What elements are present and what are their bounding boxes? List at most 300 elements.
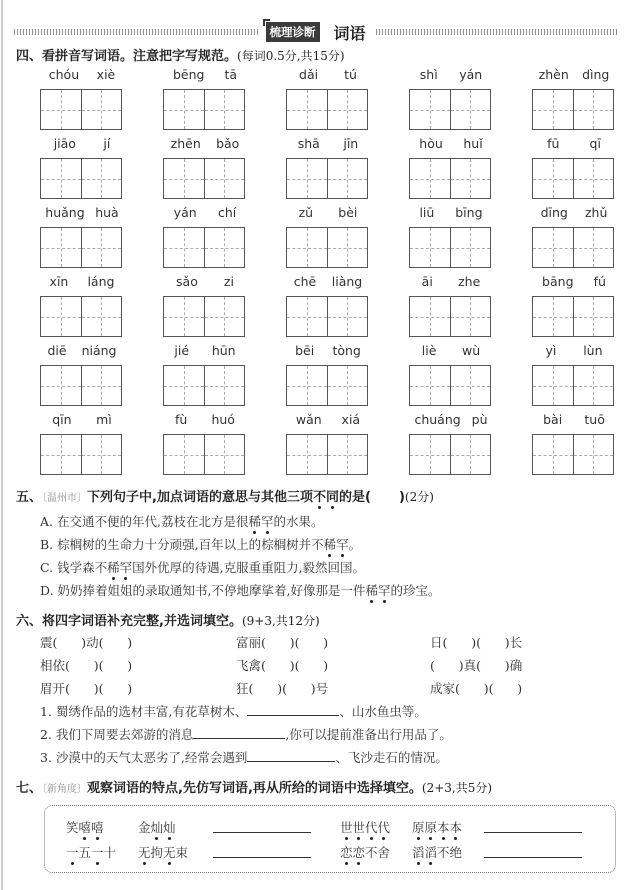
idiom-fill-blank[interactable]: 成家( )( ) (430, 681, 523, 696)
character-cell[interactable] (81, 90, 122, 129)
pinyin-syllable: zi (223, 274, 234, 289)
pinyin-label (409, 342, 493, 360)
writing-grid-box[interactable] (40, 296, 122, 337)
word-item (40, 273, 124, 337)
writing-grid-box[interactable] (409, 89, 491, 130)
idiom-fill-blank[interactable]: 飞禽( )( ) (236, 658, 329, 673)
imitation-answer-line[interactable] (484, 832, 582, 833)
writing-grid-box[interactable] (409, 227, 491, 268)
word-char: 绝 (449, 845, 463, 860)
word-item (163, 342, 247, 406)
pinyin-syllable: yì (545, 343, 557, 358)
character-cell[interactable] (164, 90, 204, 129)
character-cell[interactable] (573, 435, 614, 474)
pinyin-label (40, 135, 124, 153)
pinyin-syllable: chē (293, 274, 317, 289)
emphasized-char: 罕 (119, 560, 133, 575)
character-cell[interactable] (450, 228, 491, 267)
pinyin-label (163, 204, 247, 222)
pinyin-syllable: āi (421, 274, 433, 289)
pinyin-syllable: hòu (419, 136, 443, 151)
pinyin-syllable: xiá (341, 412, 361, 427)
word-char: 不 (365, 845, 378, 860)
section-4-heading: 四、看拼音写词语。注意把字写规范。 (16, 49, 238, 64)
character-cell[interactable] (287, 228, 327, 267)
pinyin-label (286, 135, 370, 153)
word-char: 金 (138, 820, 151, 835)
choice-option (40, 535, 361, 553)
character-cell[interactable] (533, 159, 573, 198)
pinyin-syllable: xiè (96, 67, 116, 82)
word-item (532, 66, 616, 130)
writing-grid-box[interactable] (40, 227, 122, 268)
character-cell[interactable] (573, 90, 614, 129)
emphasized-char: 罕 (260, 514, 274, 529)
pinyin-label (40, 204, 124, 222)
pinyin-syllable: yán (459, 67, 483, 82)
emphasized-char: 稀 (107, 560, 120, 575)
character-cell[interactable] (204, 435, 245, 474)
pinyin-syllable: tú (344, 67, 357, 82)
sentence-text: 、山水鱼虫等。 (339, 704, 427, 719)
pinyin-label (532, 204, 616, 222)
pinyin-syllable: pù (471, 412, 488, 427)
character-cell[interactable] (327, 159, 368, 198)
emphasized-char: 不 (313, 486, 326, 505)
pinyin-label (286, 411, 370, 429)
writing-grid-box[interactable] (286, 296, 368, 337)
option-text: B. 棕榈树的生命力十分顽强,百年以上的棕榈树并不 (40, 537, 324, 552)
pinyin-syllable: tuō (584, 412, 605, 427)
character-cell[interactable] (450, 435, 491, 474)
pinyin-syllable: sǎo (176, 274, 198, 289)
writing-grid-box[interactable] (286, 158, 368, 199)
character-cell[interactable] (533, 435, 573, 474)
pinyin-label (286, 204, 370, 222)
character-cell[interactable] (533, 297, 573, 336)
word-char: 五 (78, 845, 92, 860)
pinyin-syllable: bǎo (216, 136, 240, 151)
pinyin-syllable: bēi (295, 343, 315, 358)
word-item (409, 411, 493, 475)
pinyin-syllable: xīn (49, 274, 69, 289)
word-char: 代 (365, 820, 378, 835)
word-item (409, 273, 493, 337)
writing-grid-box[interactable] (532, 89, 614, 130)
page-left-border (1, 0, 3, 890)
pinyin-label (163, 135, 247, 153)
pinyin-syllable: yán (173, 205, 197, 220)
pinyin-label (163, 273, 247, 291)
option-text: D. 奶奶捧着姐姐的录取通知书,不停地摩挲着,好像那是一件 (40, 583, 366, 598)
pinyin-syllable: wǎn (295, 412, 322, 427)
character-cell[interactable] (41, 90, 81, 129)
character-cell[interactable] (81, 366, 122, 405)
word-char: 世 (340, 820, 353, 835)
pinyin-syllable: jié (174, 343, 190, 358)
word-char: 代 (377, 820, 391, 835)
word-char: 不 (437, 845, 450, 860)
choice-option (40, 512, 324, 530)
writing-grid-box[interactable] (409, 296, 491, 337)
character-cell[interactable] (204, 90, 245, 129)
imitation-answer-line[interactable] (213, 857, 311, 858)
option-text: 的珍宝。 (390, 583, 441, 598)
word-item (409, 135, 493, 199)
pinyin-label (532, 273, 616, 291)
character-cell[interactable] (81, 228, 122, 267)
pinyin-syllable: liàng (331, 274, 363, 289)
answer-blank[interactable] (193, 727, 285, 739)
pinyin-syllable: chóu (48, 67, 80, 82)
character-cell[interactable] (327, 297, 368, 336)
word-char: 灿 (150, 820, 164, 835)
word-item (532, 273, 616, 337)
pinyin-syllable: dǎi (299, 67, 319, 82)
fill-in-sentence (40, 725, 452, 743)
character-cell[interactable] (327, 366, 368, 405)
word-bank-item (412, 843, 462, 861)
word-char: 本 (449, 820, 463, 835)
word-char: 无 (138, 845, 151, 860)
word-item (40, 204, 124, 268)
section-badge: 梳理诊断 (266, 22, 320, 42)
character-cell[interactable] (287, 90, 327, 129)
option-text: 国外优厚的待遇,克服重重阻力,毅然回国。 (132, 560, 366, 575)
character-cell[interactable] (287, 159, 327, 198)
pinyin-syllable: zǔ (298, 205, 314, 220)
idiom-fill-blank[interactable]: 震( )动( ) (40, 635, 133, 650)
pinyin-syllable: bāng (542, 274, 574, 289)
pinyin-syllable: shì (419, 67, 438, 82)
pinyin-syllable: jí (103, 136, 111, 151)
word-char: 灿 (163, 820, 176, 835)
sentence-text: ,你可以提前准备出行用品了。 (285, 727, 452, 742)
writing-grid-box[interactable] (163, 434, 245, 475)
word-item (532, 411, 616, 475)
character-cell[interactable] (410, 228, 450, 267)
character-cell[interactable] (287, 435, 327, 474)
writing-grid-box[interactable] (163, 296, 245, 337)
pinyin-syllable: fú (593, 274, 606, 289)
word-char: 拘 (150, 845, 164, 860)
character-cell[interactable] (573, 366, 614, 405)
character-cell[interactable] (81, 435, 122, 474)
answer-blank[interactable] (247, 750, 335, 762)
section-7-score-note: (2+3,共5分) (421, 781, 493, 795)
writing-grid-box[interactable] (409, 365, 491, 406)
word-bank-item (138, 843, 188, 861)
word-bank-box (44, 805, 616, 873)
character-cell[interactable] (573, 228, 614, 267)
word-item (409, 66, 493, 130)
word-char: 原 (424, 820, 438, 835)
character-cell[interactable] (287, 297, 327, 336)
character-cell[interactable] (41, 435, 81, 474)
decorative-hatch-right (376, 29, 620, 35)
character-cell[interactable] (450, 159, 491, 198)
writing-grid-box[interactable] (532, 365, 614, 406)
pinyin-label (532, 342, 616, 360)
section-6-score-note: (9+3,共12分) (241, 614, 320, 628)
writing-grid-box[interactable] (40, 158, 122, 199)
character-cell[interactable] (533, 366, 573, 405)
pinyin-label (40, 66, 124, 84)
character-cell[interactable] (410, 366, 450, 405)
character-cell[interactable] (41, 228, 81, 267)
section-6-heading: 六、将四字词语补充完整,并选词填空。 (16, 614, 242, 629)
writing-grid-box[interactable] (163, 89, 245, 130)
word-item (532, 135, 616, 199)
pinyin-syllable: bài (543, 412, 563, 427)
decorative-hatch-left (14, 29, 258, 35)
character-cell[interactable] (410, 297, 450, 336)
pinyin-label (40, 273, 124, 291)
word-item (40, 66, 124, 130)
pinyin-label (532, 66, 616, 84)
character-cell[interactable] (81, 159, 122, 198)
word-char: 一 (66, 845, 79, 860)
pinyin-syllable: tòng (332, 343, 361, 358)
pinyin-syllable: huà (95, 205, 119, 220)
sentence-text: 、飞沙走石的情况。 (335, 750, 448, 765)
character-cell[interactable] (164, 435, 204, 474)
character-cell[interactable] (41, 297, 81, 336)
section-7-tag: 〔新角度〕 (42, 784, 88, 795)
sentence-text: 3. 沙漠中的天气太恶劣了,经常会遇到 (40, 750, 248, 765)
word-char: 恋 (352, 845, 366, 860)
pinyin-syllable: dìng (582, 67, 610, 82)
pinyin-syllable: liū (419, 205, 435, 220)
word-char: 十 (103, 845, 117, 860)
pinyin-syllable: fù (175, 412, 188, 427)
pinyin-label (40, 411, 124, 429)
idiom-fill-blank[interactable]: 眉开( )( ) (40, 681, 133, 696)
section-7-heading: 观察词语的特点,先仿写词语,再从所给的词语中选择填空。 (87, 781, 422, 796)
character-cell[interactable] (164, 366, 204, 405)
idiom-fill-blank[interactable]: 相依( )( ) (40, 658, 133, 673)
writing-grid-box[interactable] (40, 365, 122, 406)
pinyin-label (40, 342, 124, 360)
imitation-answer-line[interactable] (213, 832, 311, 833)
character-cell[interactable] (164, 159, 204, 198)
character-cell[interactable] (327, 228, 368, 267)
word-item (40, 135, 124, 199)
pinyin-syllable: lùn (583, 343, 603, 358)
pinyin-syllable: zhèn (538, 67, 569, 82)
pinyin-syllable: fū (547, 136, 560, 151)
word-bank-item (340, 843, 390, 861)
word-char: 嘻 (91, 820, 104, 835)
pinyin-label (409, 411, 493, 429)
option-text: 。 (348, 537, 362, 552)
word-item (286, 342, 370, 406)
imitation-answer-line[interactable] (484, 857, 582, 858)
pinyin-syllable: zhe (458, 274, 481, 289)
pinyin-syllable: huó (211, 412, 235, 427)
emphasis-text (313, 490, 339, 505)
character-cell[interactable] (450, 366, 491, 405)
writing-grid-box[interactable] (532, 296, 614, 337)
idiom-fill-blank[interactable]: ( )真( )确 (430, 658, 523, 673)
pinyin-syllable: chuáng (414, 412, 461, 427)
pinyin-label (532, 135, 616, 153)
writing-grid-box[interactable] (286, 365, 368, 406)
word-bank-item (340, 818, 390, 836)
pinyin-syllable: shā (297, 136, 320, 151)
fill-in-sentence (40, 748, 448, 766)
character-cell[interactable] (164, 228, 204, 267)
section-7-prefix: 七、 (16, 781, 43, 796)
pinyin-syllable: bèi (338, 205, 358, 220)
writing-grid-box[interactable] (532, 434, 614, 475)
character-cell[interactable] (41, 366, 81, 405)
pinyin-syllable: niáng (81, 343, 117, 358)
character-cell[interactable] (573, 159, 614, 198)
idiom-fill-blank[interactable]: 富丽( )( ) (236, 635, 329, 650)
sentence-text: 2. 我们下周要去郊游的消息 (40, 727, 194, 742)
character-cell[interactable] (287, 366, 327, 405)
pinyin-syllable: diē (47, 343, 67, 358)
character-cell[interactable] (410, 435, 450, 474)
pinyin-syllable: bēng (172, 67, 205, 82)
emphasized-char: 罕 (378, 583, 391, 598)
word-bank-item (138, 818, 176, 836)
word-bank-item (412, 818, 462, 836)
pinyin-syllable: dīng (540, 205, 568, 220)
choice-option (40, 558, 365, 576)
word-char: 恋 (340, 845, 353, 860)
option-text: A. 在交通不便的年代,荔枝在北方是很 (40, 514, 249, 529)
word-item (163, 204, 247, 268)
pinyin-label (286, 273, 370, 291)
pinyin-syllable: zhǔ (585, 205, 608, 220)
writing-grid-box[interactable] (286, 89, 368, 130)
section-5-tag: 〔温州市〕 (42, 493, 88, 504)
writing-grid-box[interactable] (163, 365, 245, 406)
word-item (163, 66, 247, 130)
writing-grid-box[interactable] (40, 89, 122, 130)
section-4-title (16, 45, 345, 64)
word-item (163, 411, 247, 475)
pinyin-label (409, 66, 493, 84)
emphasized-char: 同 (326, 486, 339, 505)
idiom-fill-blank[interactable]: 狂( )( )号 (236, 681, 329, 696)
pinyin-label (163, 342, 247, 360)
pinyin-syllable: qī (589, 136, 601, 151)
idiom-fill-blank[interactable]: 日( )( )长 (430, 635, 523, 650)
emphasized-char: 罕 (336, 537, 349, 552)
character-cell[interactable] (204, 297, 245, 336)
section-5-score-note: (2分) (404, 490, 434, 504)
word-char: 世 (352, 820, 366, 835)
writing-grid-box[interactable] (532, 227, 614, 268)
character-cell[interactable] (450, 297, 491, 336)
pinyin-label (286, 342, 370, 360)
character-cell[interactable] (533, 90, 573, 129)
word-item (40, 411, 124, 475)
word-item (286, 135, 370, 199)
pinyin-syllable: wù (462, 343, 481, 358)
pinyin-syllable: jiāo (53, 136, 76, 151)
word-item (286, 66, 370, 130)
word-char: 滔 (424, 845, 438, 860)
character-cell[interactable] (204, 366, 245, 405)
character-cell[interactable] (204, 159, 245, 198)
pinyin-syllable: qīn (52, 412, 72, 427)
section-4-score-note: (每词0.5分,共15分) (237, 49, 345, 63)
word-item (286, 204, 370, 268)
emphasized-char: 稀 (323, 537, 337, 552)
pinyin-syllable: chí (218, 205, 237, 220)
pinyin-label (163, 66, 247, 84)
character-cell[interactable] (533, 228, 573, 267)
fill-in-sentence (40, 702, 427, 720)
pinyin-syllable: jīn (343, 136, 359, 151)
writing-grid-box[interactable] (40, 434, 122, 475)
word-char: 原 (412, 820, 425, 835)
character-cell[interactable] (81, 297, 122, 336)
character-cell[interactable] (410, 159, 450, 198)
choice-option (40, 581, 441, 599)
pinyin-label (409, 204, 493, 222)
writing-grid-box[interactable] (163, 227, 245, 268)
pinyin-syllable: mì (96, 412, 112, 427)
character-cell[interactable] (327, 435, 368, 474)
word-char: 滔 (412, 845, 425, 860)
writing-grid-box[interactable] (409, 434, 491, 475)
writing-grid-box[interactable] (163, 158, 245, 199)
writing-grid-box[interactable] (286, 434, 368, 475)
section-5-title (16, 486, 434, 505)
word-char: 本 (437, 820, 450, 835)
word-item (532, 204, 616, 268)
word-char: 一 (91, 845, 104, 860)
character-cell[interactable] (164, 297, 204, 336)
word-bank-item (66, 818, 104, 836)
pinyin-label (532, 411, 616, 429)
writing-grid-box[interactable] (532, 158, 614, 199)
word-item (409, 342, 493, 406)
pinyin-syllable: tā (224, 67, 237, 82)
section-5-heading-a: 下列句子中,加点词语的意思与其他三项 (87, 490, 313, 505)
character-cell[interactable] (41, 159, 81, 198)
character-cell[interactable] (204, 228, 245, 267)
word-item (163, 135, 247, 199)
word-item (40, 342, 124, 406)
section-5-heading-b: 的是( (339, 490, 371, 505)
pinyin-label (409, 135, 493, 153)
answer-blank[interactable] (247, 704, 339, 716)
pinyin-label (163, 411, 247, 429)
word-char: 笑 (66, 820, 79, 835)
pinyin-syllable: bīng (455, 205, 483, 220)
word-item (532, 342, 616, 406)
character-cell[interactable] (573, 297, 614, 336)
pinyin-syllable: huǎng (45, 205, 85, 220)
pinyin-syllable: láng (87, 274, 115, 289)
writing-grid-box[interactable] (286, 227, 368, 268)
word-item (409, 204, 493, 268)
writing-grid-box[interactable] (409, 158, 491, 199)
pinyin-label (286, 66, 370, 84)
word-item (163, 273, 247, 337)
character-cell[interactable] (327, 90, 368, 129)
character-cell[interactable] (410, 90, 450, 129)
pinyin-syllable: zhēn (170, 136, 201, 151)
character-cell[interactable] (450, 90, 491, 129)
pinyin-syllable: hūn (211, 343, 236, 358)
